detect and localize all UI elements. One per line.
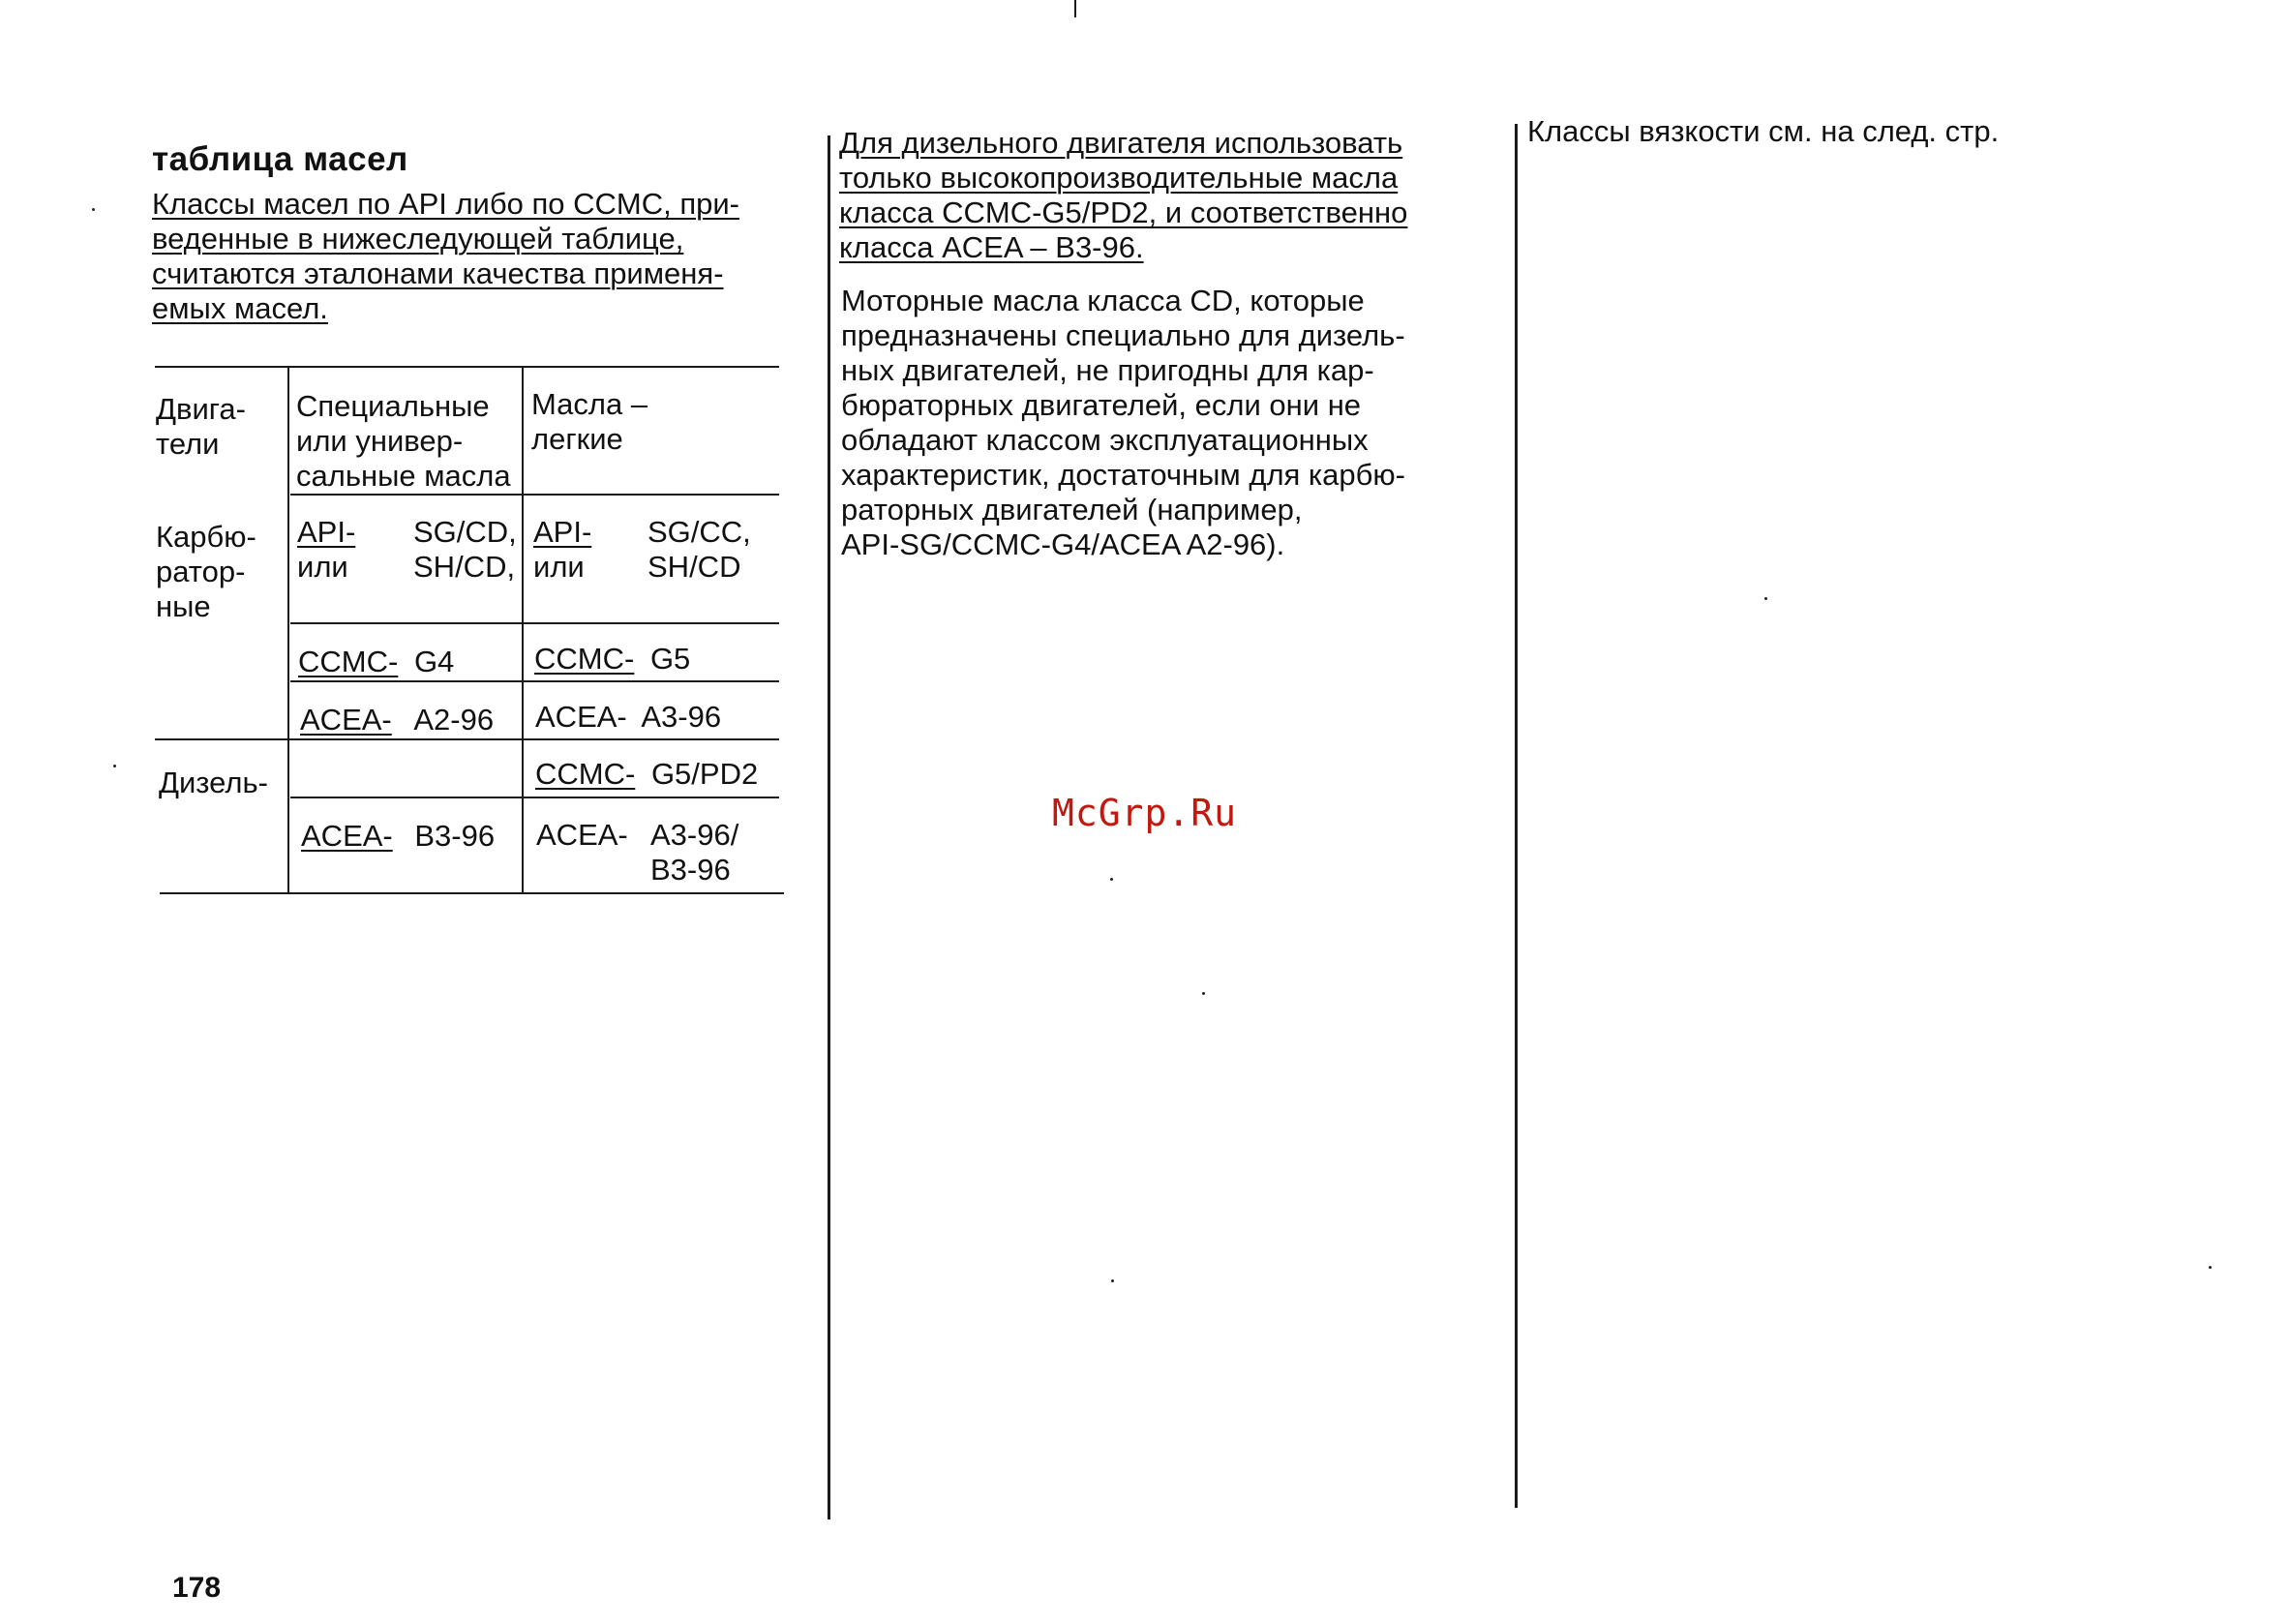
scan-speck bbox=[1202, 992, 1205, 995]
scan-speck bbox=[2209, 1266, 2212, 1269]
body-line: Моторные масла класса CD, которые bbox=[841, 284, 1365, 317]
scan-speck bbox=[92, 208, 95, 211]
column-divider-right bbox=[1515, 124, 1518, 1508]
cell-carb-light-api-value: SG/CC, SH/CD bbox=[648, 515, 751, 584]
table-rule-bottom bbox=[160, 892, 784, 894]
watermark: McGrp.Ru bbox=[1052, 792, 1238, 834]
cell-diesel-light-acea-value: A3-96/ B3-96 bbox=[650, 818, 739, 887]
header-special-oils: Специальные или универ- сальные масла bbox=[296, 389, 511, 493]
note-line: только высокопроизводительные масла bbox=[839, 161, 1399, 195]
body-line: обладают классом эксплуатационных bbox=[841, 423, 1369, 457]
body-line: бюраторных двигателей, если они не bbox=[841, 388, 1362, 422]
scan-speck bbox=[1764, 597, 1767, 600]
cd-oils-paragraph bbox=[841, 284, 1499, 562]
intro-line: Классы масел по API либо по CCMC, при- bbox=[152, 187, 739, 221]
intro-line: считаются эталонами качества применя- bbox=[152, 256, 724, 290]
table-col-rule bbox=[287, 366, 289, 893]
cell-carb-light-ccmc: CCMC- G5 bbox=[534, 642, 691, 676]
cell-carb-special-ccmc: CCMC- G4 bbox=[298, 645, 455, 678]
body-line: характеристик, достаточным для карбю- bbox=[841, 458, 1405, 492]
page-number: 178 bbox=[172, 1572, 222, 1604]
table-rule bbox=[290, 797, 779, 798]
diesel-note bbox=[839, 126, 1478, 265]
intro-line: веденные в нижеследующей таблице, bbox=[152, 222, 684, 256]
cell-carb-special-api-std: API- или bbox=[297, 515, 356, 584]
cell-diesel-light-ccmc: CCMC- G5/PD2 bbox=[535, 757, 759, 791]
header-engines: Двига- тели bbox=[156, 392, 246, 461]
scan-speck bbox=[1110, 878, 1113, 881]
body-line: предназначены специально для дизель- bbox=[841, 318, 1405, 352]
body-line: ных двигателей, не пригодны для кар- bbox=[841, 353, 1374, 387]
body-line: API-SG/CCMC-G4/ACEA A2-96). bbox=[841, 527, 1285, 561]
cell-diesel-special-acea: ACEA- B3-96 bbox=[301, 819, 496, 853]
cell-carb-special-api-value: SG/CD, SH/CD, bbox=[413, 515, 517, 584]
note-line: Для дизельного двигателя использовать bbox=[839, 126, 1403, 160]
table-rule bbox=[155, 738, 779, 740]
cell-carb-special-acea: ACEA- A2-96 bbox=[300, 703, 495, 737]
top-tick bbox=[1074, 0, 1076, 17]
note-line: класса ACEA – B3-96. bbox=[839, 230, 1144, 264]
cell-carb-light-api-std: API- или bbox=[533, 515, 592, 584]
cell-diesel-light-acea-std: ACEA- bbox=[536, 818, 628, 852]
intro-paragraph bbox=[152, 187, 791, 326]
table-rule bbox=[290, 622, 779, 624]
table-rule-top bbox=[155, 366, 779, 368]
table-rule-header bbox=[290, 494, 779, 496]
scan-speck bbox=[1111, 1279, 1114, 1282]
page-title: таблица масел bbox=[152, 140, 408, 178]
viscosity-reference: Классы вязкости см. на след. стр. bbox=[1527, 114, 2000, 148]
row-label-diesel: Дизель- bbox=[159, 766, 268, 799]
table-rule bbox=[290, 680, 779, 682]
row-label-carburettor: Карбю- ратор- ные bbox=[156, 520, 256, 623]
header-light-oils: Масла – легкие bbox=[531, 387, 648, 456]
note-line: класса CCMC-G5/PD2, и соответственно bbox=[839, 195, 1408, 229]
body-line: раторных двигателей (например, bbox=[841, 493, 1303, 526]
cell-carb-light-acea: ACEA- A3-96 bbox=[535, 700, 722, 734]
intro-line: емых масел. bbox=[152, 291, 328, 325]
scan-speck bbox=[113, 765, 116, 767]
table-col-rule bbox=[522, 366, 524, 893]
column-divider-left bbox=[828, 135, 830, 1519]
